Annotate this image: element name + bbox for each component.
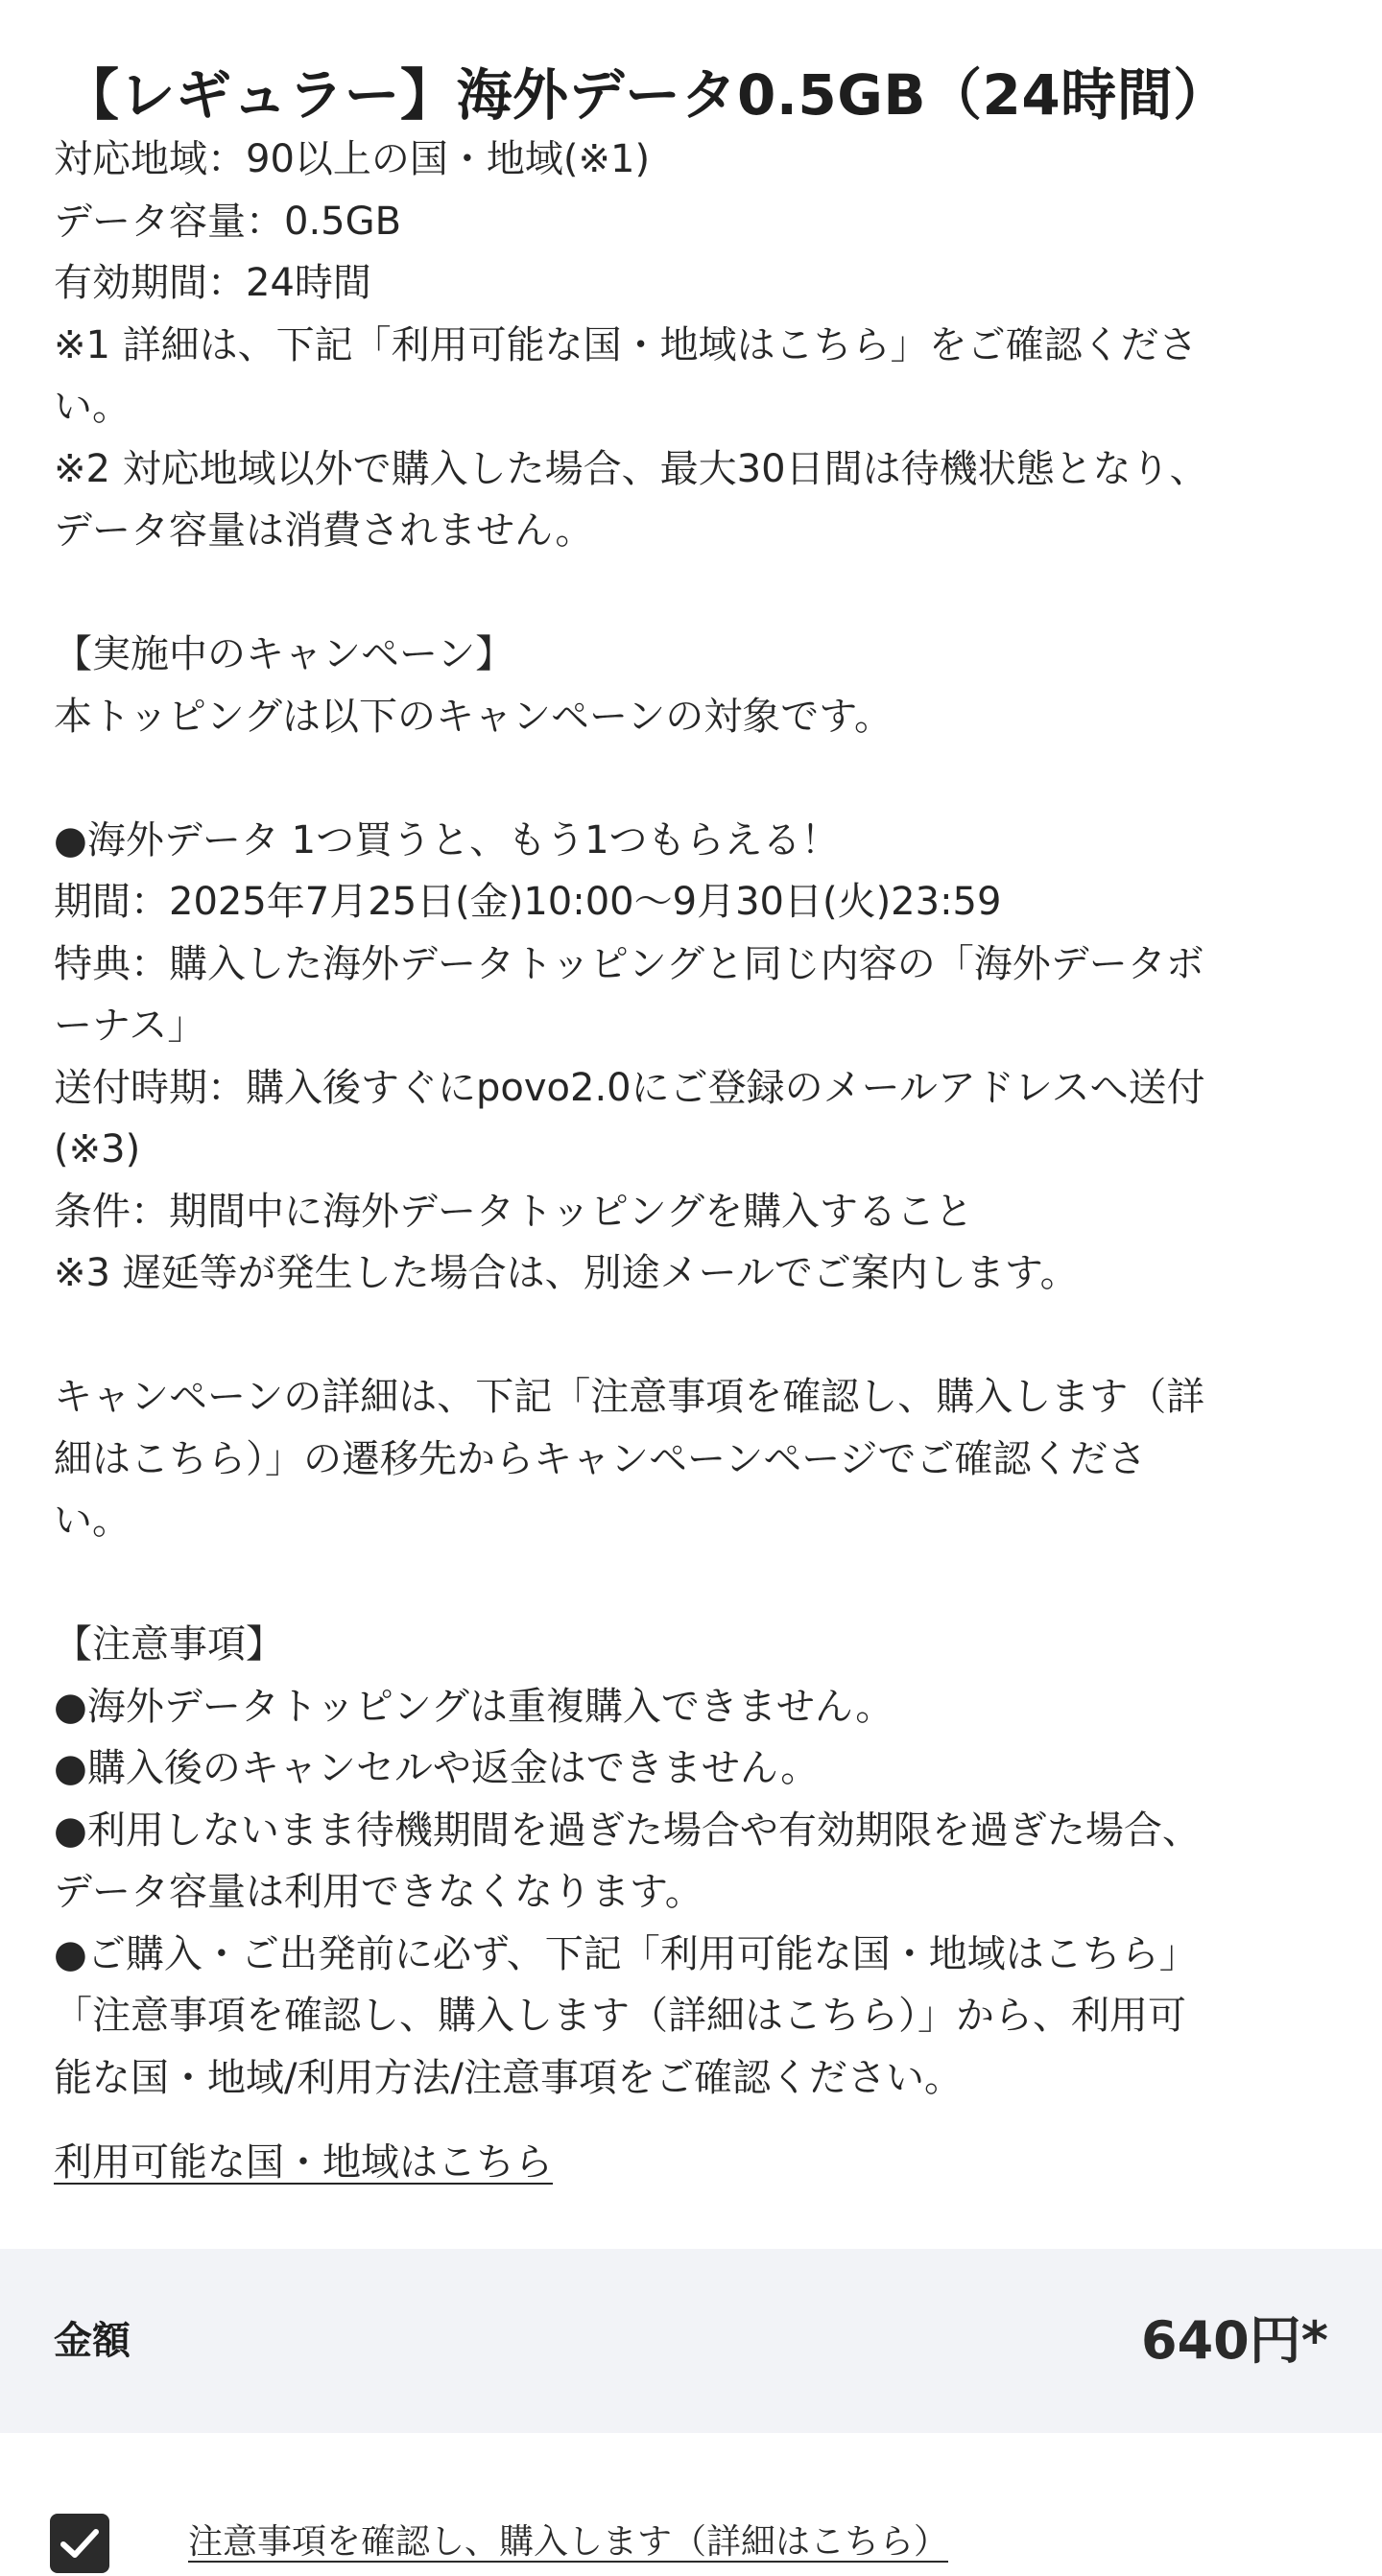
description-line: ●ご購入・ご出発前に必ず、下記「利用可能な国・地域はこちら」 [54, 1931, 1198, 1976]
description-line: ※1 詳細は、下記「利用可能な国・地域はこちら」をご確認くださ [54, 322, 1198, 367]
description-line: ●海外データ 1つ買うと、もう1つもらえる！ [54, 817, 840, 863]
description-line: ●購入後のキャンセルや返金はできません。 [54, 1746, 820, 1790]
description-line: 細はこちら）」の遷移先からキャンペーンページでご確認くださ [54, 1436, 1147, 1481]
description-line: ※2 対応地域以外で購入した場合、最大30日間は待機状態となり、 [54, 446, 1208, 491]
product-title: 【レギュラー】海外データ0.5GB（24時間） [63, 61, 1229, 128]
description-spacer [54, 562, 1311, 625]
description-line: 【実施中のキャンペーン】 [54, 632, 514, 676]
description-line: 本トッピングは以下のキャンペーンの対象です。 [54, 694, 893, 739]
description-line: ※3 遅延等が発生した場合は、別途メールでご案内します。 [54, 1251, 1079, 1295]
description-line: 特典：購入した海外データトッピングと同じ内容の「海外データボ [54, 941, 1204, 986]
agreement-row [0, 2494, 1382, 2576]
price-label: 金額 [54, 2319, 131, 2363]
description-line: 送付時期：購入後すぐにpovo2.0にご登録のメールアドレスへ送付 [54, 1065, 1205, 1110]
price-section [0, 2249, 1382, 2433]
description-line: (※3) [54, 1127, 141, 1171]
description-line: い。 [54, 385, 131, 429]
description-line: ーナス」 [54, 1004, 206, 1048]
description-line: データ容量は消費されません。 [54, 508, 594, 553]
description-line: 対応地域：90以上の国・地域(※1) [54, 137, 651, 181]
description-line: 条件：期間中に海外データトッピングを購入すること [54, 1189, 973, 1234]
description-line: 期間：2025年7月25日(金)10:00〜9月30日(火)23:59 [54, 880, 1002, 924]
description-spacer [54, 1305, 1311, 1367]
description-line: ●海外データトッピングは重複購入できません。 [54, 1684, 894, 1729]
description-line: 能な国・地域/利用方法/注意事項をご確認ください。 [54, 2055, 963, 2100]
description-line: データ容量は利用できなくなります。 [54, 1870, 703, 1914]
product-description [54, 129, 1311, 2109]
description-spacer [54, 747, 1311, 810]
description-line: データ容量：0.5GB [54, 199, 402, 244]
price-value: 640円* [1141, 2310, 1328, 2371]
checkbox-checked-icon [59, 2524, 101, 2563]
agreement-link[interactable]: 注意事項を確認し、購入します（詳細はこちら） [188, 2522, 949, 2562]
countries-link[interactable]: 利用可能な国・地域はこちら [54, 2140, 553, 2185]
description-line: 「注意事項を確認し、購入します（詳細はこちら）」から、利用可 [54, 1994, 1186, 2038]
description-line: 【注意事項】 [54, 1622, 284, 1666]
description-line: 有効期間：24時間 [54, 261, 371, 305]
description-spacer [54, 1552, 1311, 1615]
agreement-checkbox[interactable] [50, 2514, 109, 2573]
description-line: ●利用しないまま待機期間を過ぎた場合や有効期限を過ぎた場合、 [54, 1808, 1201, 1853]
description-line: い。 [54, 1499, 131, 1543]
description-line: キャンペーンの詳細は、下記「注意事項を確認し、購入します（詳 [54, 1375, 1205, 1419]
